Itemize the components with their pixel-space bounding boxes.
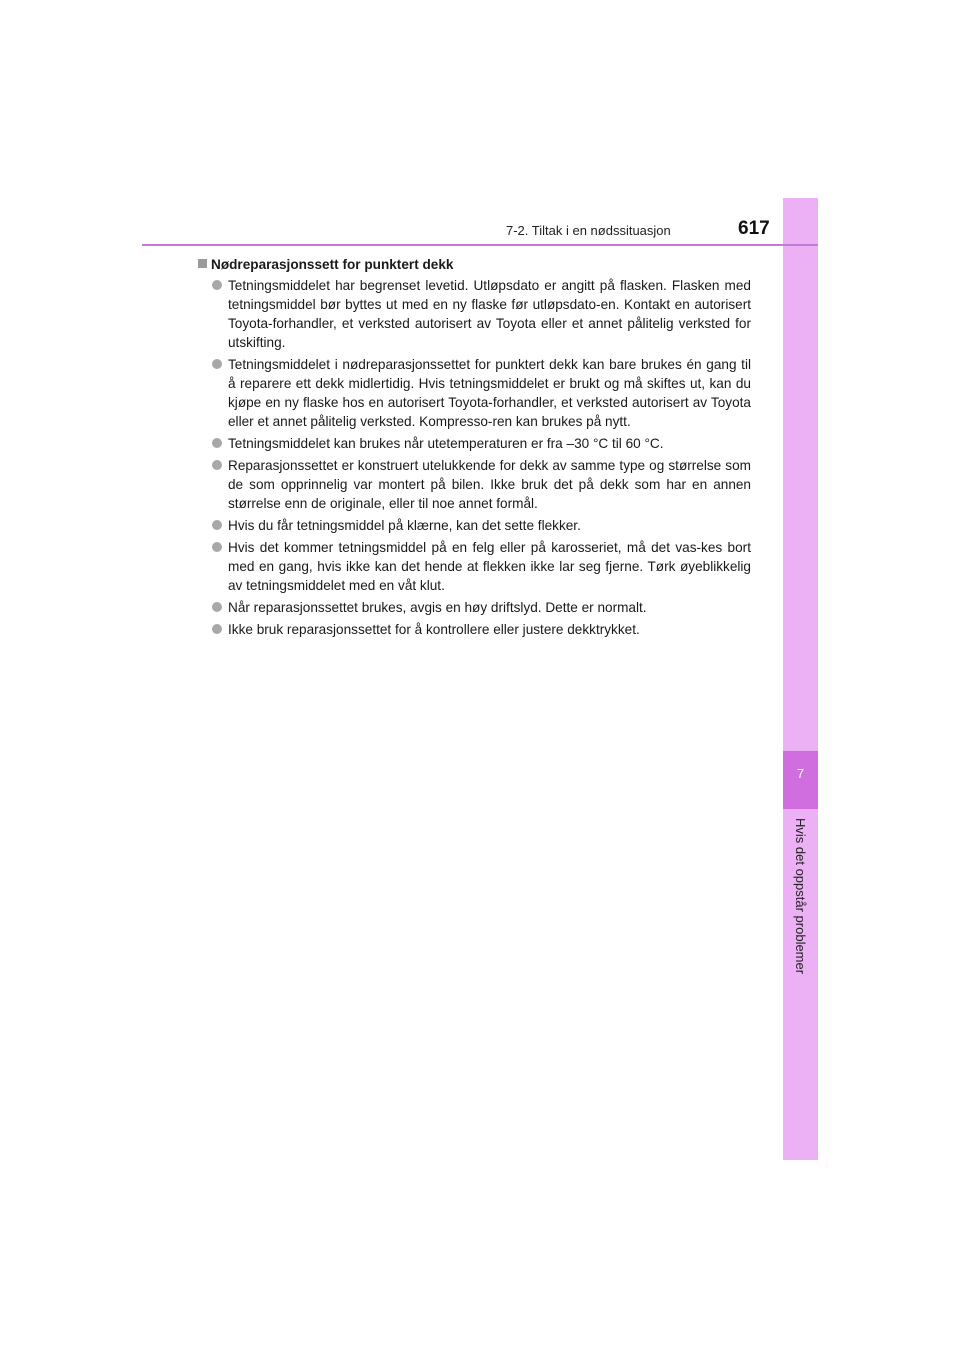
bullet-icon — [212, 624, 222, 634]
bullet-icon — [212, 460, 222, 470]
list-item-text: Tetningsmiddelet kan brukes når utetemperaturen er fra –30 °C til 60 °C. — [228, 436, 664, 451]
list-item — [211, 620, 751, 639]
list-item-text: Tetningsmiddelet har begrenset levetid. Utløpsdato er angitt på flasken. Flasken med tetningsmiddel bør byttes ut med en ny flaske før utløpsdato-en. Kontakt en autorisert Toyota-forhandler, et verksted autorisert av Toyota eller et annet pålitelig verksted for utskifting. — [228, 278, 751, 350]
list-item — [211, 276, 751, 352]
section-heading-text: Nødreparasjonssett for punktert dekk — [211, 257, 454, 272]
chapter-title: Hvis det oppstår problemer — [793, 818, 808, 975]
list-item-text: Når reparasjonssettet brukes, avgis en høy driftslyd. Dette er normalt. — [228, 600, 647, 615]
header-divider — [142, 244, 818, 246]
bullet-icon — [212, 438, 222, 448]
bullet-icon — [212, 359, 222, 369]
chapter-number: 7 — [796, 766, 805, 781]
bullet-icon — [212, 602, 222, 612]
chapter-side-tab — [783, 198, 818, 1160]
list-item-text: Hvis det kommer tetningsmiddel på en felg eller på karosseriet, må det vas-kes bort med en gang, hvis ikke kan det hende at flekken ikke lar seg fjerne. Tørk øyeblikkelig av tetningsmiddelet med en våt klut. — [228, 540, 751, 593]
main-content — [211, 255, 751, 642]
list-item — [211, 355, 751, 431]
square-bullet-icon — [198, 259, 207, 268]
bullet-icon — [212, 280, 222, 290]
list-item-text: Reparasjonssettet er konstruert utelukkende for dekk av samme type og størrelse som de som opprinnelig var montert på bilen. Ikke bruk det på dekk som har en annen størrelse enn de originale, eller til noe annet formål. — [228, 458, 751, 511]
list-item — [211, 516, 751, 535]
section-title: 7-2. Tiltak i en nødssituasjon — [506, 223, 671, 238]
list-item-text: Ikke bruk reparasjonssettet for å kontrollere eller justere dekktrykket. — [228, 622, 640, 637]
bullet-icon — [212, 542, 222, 552]
list-item-text: Hvis du får tetningsmiddel på klærne, kan det sette flekker. — [228, 518, 581, 533]
bullet-icon — [212, 520, 222, 530]
section-heading — [211, 255, 751, 274]
list-item-text: Tetningsmiddelet i nødreparasjonssettet for punktert dekk kan bare brukes én gang til å reparere ett dekk midlertidig. Hvis tetningsmiddelet er brukt og må skiftes ut, kan du kjøpe en ny flaske hos en autorisert Toyota-forhandler, et verksted autorisert av Toyota eller et annet pålitelig verksted. Kompresso-ren kan brukes på nytt. — [228, 357, 751, 429]
list-item — [211, 456, 751, 513]
list-item — [211, 434, 751, 453]
list-item — [211, 538, 751, 595]
page-number: 617 — [738, 218, 770, 239]
list-item — [211, 598, 751, 617]
